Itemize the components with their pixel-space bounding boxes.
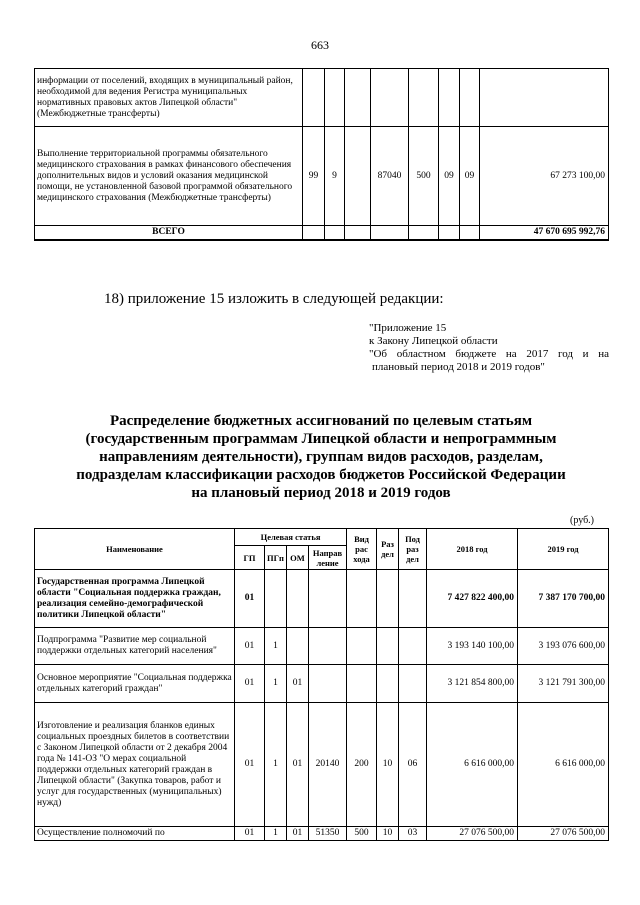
total-label: ВСЕГО (35, 226, 303, 240)
cell-om: 01 (287, 827, 309, 841)
cell: 09 (460, 127, 480, 226)
header-2019: 2019 год (518, 529, 609, 570)
cell-direction (309, 570, 347, 628)
amount-cell: 67 273 100,00 (480, 127, 609, 226)
cell-om (287, 570, 309, 628)
cell-2019: 27 076 500,00 (518, 827, 609, 841)
cell-pgp: 1 (265, 628, 287, 665)
cell-om: 01 (287, 665, 309, 703)
table-row (35, 703, 609, 827)
header-2018: 2018 год (427, 529, 518, 570)
amendment-clause: 18) приложение 15 изложить в следующей редакции: (104, 291, 444, 307)
table-row (35, 827, 609, 841)
header-row (35, 529, 609, 546)
cell-2019: 3 121 791 300,00 (518, 665, 609, 703)
row-name: Выполнение территориальной программы обязательного медицинского страхования в рамках финансового обеспечения дополнительных видов и условий оказания медицинской помощи, не установленной базовой программой обязательного медицинского страхования (Межбюджетные трансферты) (35, 127, 303, 226)
amount-cell (480, 69, 609, 127)
cell-gp: 01 (235, 665, 265, 703)
cell (303, 69, 325, 127)
table-row (35, 628, 609, 665)
cell-subsection (399, 665, 427, 703)
header-target: Целевая статья (235, 529, 347, 546)
cell (409, 69, 439, 127)
cell-expense-type (347, 665, 377, 703)
cell-subsection: 06 (399, 703, 427, 827)
cell-section (377, 628, 399, 665)
appendix-line: "Об областном бюджете на 2017 год и на (369, 348, 609, 360)
cell-expense-type: 200 (347, 703, 377, 827)
cell-section (377, 665, 399, 703)
row-name: Осуществление полномочий по (35, 827, 235, 841)
cell (460, 69, 480, 127)
row-name: Изготовление и реализация бланков единых социальных проездных билетов в соответствии с Законом Липецкой области от 2 декабря 2004 года № 141-ОЗ "О мерах социальной поддержки отдельных категорий граждан в Липецкой области" (Закупка товаров, работ и услуг для государственных (муниципальных) нужд) (35, 703, 235, 827)
cell-pgp (265, 570, 287, 628)
cell-2018: 6 616 000,00 (427, 703, 518, 827)
cell-gp: 01 (235, 703, 265, 827)
header-section: Раз дел (377, 529, 399, 570)
row-name: Государственная программа Липецкой области "Социальная поддержка граждан, реализация семейно-демографической политики Липецкой области" (35, 570, 235, 628)
header-om: ОМ (287, 546, 309, 570)
cell-om (287, 628, 309, 665)
cell-direction: 20140 (309, 703, 347, 827)
row-name: Основное мероприятие "Социальная поддержка отдельных категорий граждан" (35, 665, 235, 703)
cell-subsection (399, 628, 427, 665)
cell-subsection (399, 570, 427, 628)
page-number: 663 (311, 38, 329, 52)
cell-expense-type: 500 (347, 827, 377, 841)
total-row (35, 226, 609, 240)
appendix-reference (369, 322, 609, 374)
cell-gp: 01 (235, 570, 265, 628)
cell-2018: 27 076 500,00 (427, 827, 518, 841)
cell-pgp: 1 (265, 827, 287, 841)
cell-subsection: 03 (399, 827, 427, 841)
cell-2019: 3 193 076 600,00 (518, 628, 609, 665)
cell (345, 69, 371, 127)
cell-direction: 51350 (309, 827, 347, 841)
cell-expense-type (347, 628, 377, 665)
cell: 87040 (371, 127, 409, 226)
currency-unit: (руб.) (570, 515, 594, 526)
cell: 09 (439, 127, 460, 226)
cell-2018: 7 427 822 400,00 (427, 570, 518, 628)
cell-section: 10 (377, 703, 399, 827)
cell-2019: 6 616 000,00 (518, 703, 609, 827)
heading-line: Распределение бюджетных ассигнований по целевым статьям (109, 413, 533, 429)
table-row (35, 127, 609, 226)
cell-direction (309, 665, 347, 703)
header-direction: Направ ление (309, 546, 347, 570)
cell-2019: 7 387 170 700,00 (518, 570, 609, 628)
cell-2018: 3 121 854 800,00 (427, 665, 518, 703)
cell-pgp: 1 (265, 665, 287, 703)
allocation-table (34, 528, 609, 841)
appendix-line: "Приложение 15 (369, 322, 447, 334)
cell-om: 01 (287, 703, 309, 827)
table-row (35, 570, 609, 628)
cell-direction (309, 628, 347, 665)
cell-section: 10 (377, 827, 399, 841)
cell-pgp: 1 (265, 703, 287, 827)
heading-line: (государственным программам Липецкой области и непрограммным (85, 431, 557, 447)
document-heading (34, 412, 608, 502)
table-row (35, 69, 609, 127)
row-name: Подпрограмма "Развитие мер социальной поддержки отдельных категорий населения" (35, 628, 235, 665)
row-name: информации от поселений, входящих в муниципальный район, необходимой для ведения Регистра муниципальных нормативных правовых актов Липецкой области" (Межбюджетные трансферты) (35, 69, 303, 127)
header-expense-type: Вид рас хода (347, 529, 377, 570)
table-row (35, 665, 609, 703)
cell-gp: 01 (235, 628, 265, 665)
cell (371, 69, 409, 127)
cell-gp: 01 (235, 827, 265, 841)
heading-line: на плановый период 2018 и 2019 годов (191, 485, 451, 501)
heading-line: направлениям деятельности), группам видов расходов, разделам, (99, 449, 543, 465)
cell (345, 127, 371, 226)
cell-expense-type (347, 570, 377, 628)
total-amount: 47 670 695 992,76 (480, 226, 609, 240)
cell: 99 (303, 127, 325, 226)
appendix-line: к Закону Липецкой области (369, 335, 498, 347)
cell: 500 (409, 127, 439, 226)
header-name: Наименование (35, 529, 235, 570)
header-pgp: ПГп (265, 546, 287, 570)
cell (439, 69, 460, 127)
appendix-line: плановый период 2018 и 2019 годов" (372, 361, 545, 373)
cell-section (377, 570, 399, 628)
cell (325, 69, 345, 127)
header-subsection: Под раз дел (399, 529, 427, 570)
budget-table-continued (34, 68, 609, 241)
cell-2018: 3 193 140 100,00 (427, 628, 518, 665)
header-gp: ГП (235, 546, 265, 570)
cell: 9 (325, 127, 345, 226)
heading-line: подразделам классификации расходов бюджетов Российской Федерации (76, 467, 566, 483)
